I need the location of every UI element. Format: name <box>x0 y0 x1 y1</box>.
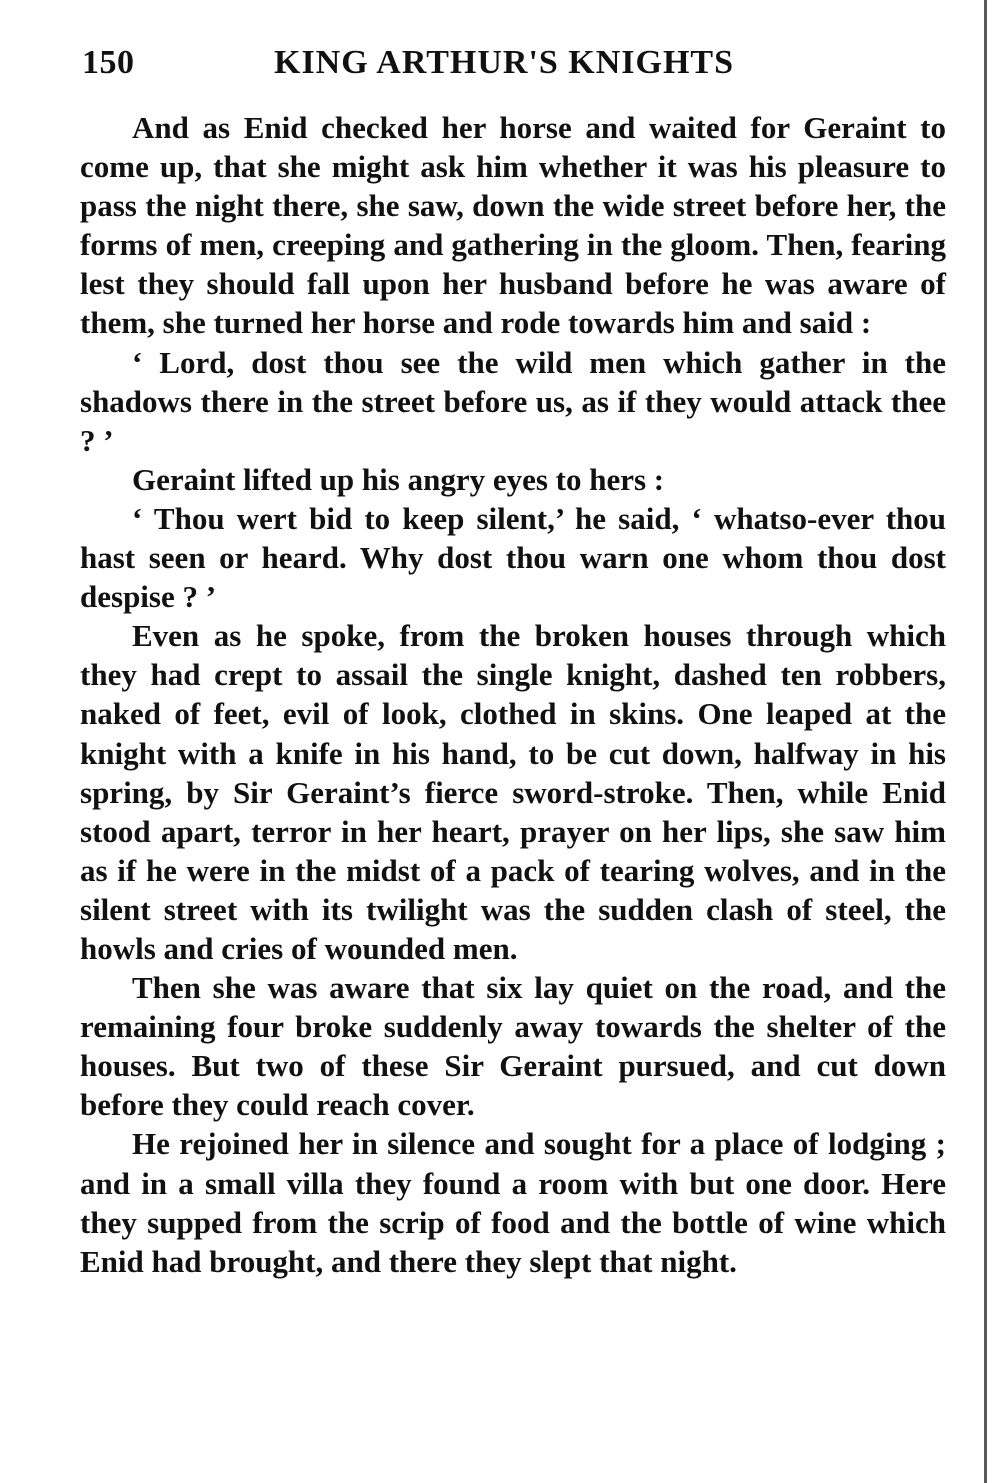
paragraph: Geraint lifted up his angry eyes to hers : <box>132 461 665 497</box>
paragraph: And as Enid checked her horse and waited for Geraint to come up, that she might ask him whether it was his pleasure to pass the night there, she saw, down the wide street before her, the forms of men, creeping and gathering in the gloom. Then, fearing lest they should fall upon her husband before he was aware of them, she turned her horse and rode towards him and said : <box>80 110 946 341</box>
paragraph: Then she was aware that six lay quiet on the road, and the remaining four broke suddenly away towards the shelter of the houses. But two of these Sir Geraint pursued, and cut down before they could reach cover. <box>80 970 946 1123</box>
paragraph: ‘ Thou wert bid to keep silent,’ he said, ‘ whatso-ever thou hast seen or heard. Why dost thou warn one whom thou dost despise ? ’ <box>80 500 946 615</box>
page-number: 150 <box>82 44 135 81</box>
page-header <box>82 44 942 94</box>
paragraph: Even as he spoke, from the broken houses through which they had crept to assail the single knight, dashed ten robbers, naked of feet, evil of look, clothed in skins. One leaped at the knight with a knife in his hand, to be cut down, halfway in his spring, by Sir Geraint’s fierce sword-stroke. Then, while Enid stood apart, terror in her heart, prayer on her lips, she saw him as if he were in the midst of a pack of tearing wolves, and in the silent street with its twilight was the sudden clash of steel, the howls and cries of wounded men. <box>80 618 946 966</box>
paragraph: ‘ Lord, dost thou see the wild men which gather in the shadows there in the street before us, as if they would attack thee ? ’ <box>80 344 946 458</box>
running-title: KING ARTHUR'S KNIGHTS <box>274 44 735 81</box>
paragraph: He rejoined her in silence and sought for a place of lodging ; and in a small villa they found a room with but one door. Here they supped from the scrip of food and the bottle of wine which Enid had brought, and there they slept that night. <box>80 1126 946 1279</box>
page-edge-shadow <box>984 0 987 1483</box>
body-text <box>80 108 946 1281</box>
